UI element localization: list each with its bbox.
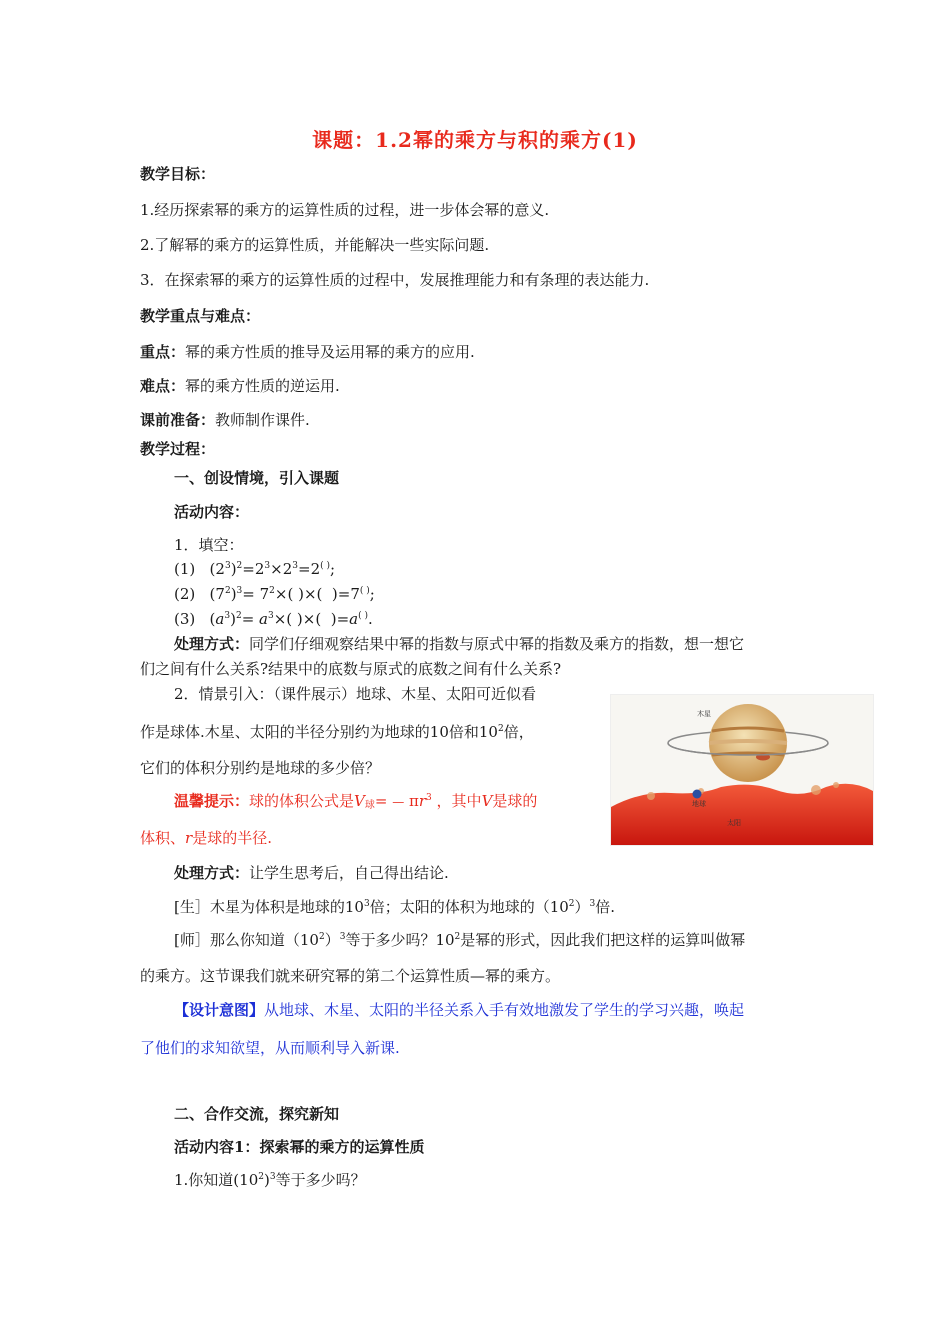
earth-shape (693, 790, 702, 799)
planets-illustration (611, 695, 873, 845)
preparation-text: 教师制作课件. (215, 411, 310, 429)
page-title: 课题：1.2幂的乘方与积的乘方(1) (312, 128, 638, 152)
design-line-1 (174, 1000, 744, 1020)
tip-text-b: ，其中 (436, 792, 482, 810)
scene-line-2-text: 作是球体.木星、太阳的半径分别约为地球的10倍和10 (140, 723, 498, 741)
section2-activity-label: 活动内容1：探索幂的乘方的运算性质 (174, 1138, 425, 1156)
student-text-c: ） (574, 898, 590, 916)
scene-line-1: 2．情景引入：（课件展示）地球、木星、太阳可近似看 (174, 685, 537, 703)
handling-text-2: 们之间有什么关系?结果中的底数与原式的底数之间有什么关系? (140, 660, 562, 678)
fill-item-2: (2) $(7^2)^3= 7^2\times$( )×( )=7( ); (174, 585, 375, 603)
teacher-line-2: 的乘方。这节课我们就来研究幂的第二个运算性质—幂的乘方。 (140, 967, 561, 985)
q1-text-c: 等于多少吗？ (275, 1171, 366, 1189)
q1-text-b: ) (264, 1171, 270, 1189)
tip-text-c: 是球的 (492, 792, 538, 810)
section1-heading: 一、创设情境，引入课题 (174, 469, 340, 487)
handling2-line (174, 863, 449, 883)
difficulty-text: 幂的乘方性质的逆运用. (185, 377, 340, 395)
focus-label: 重点： (140, 343, 186, 361)
jupiter-label: 木星 (697, 710, 711, 718)
student-text-d: 倍. (595, 898, 616, 916)
tip-text-2a: 体积、 (140, 829, 186, 847)
design-label: 【设计意图】 (174, 1001, 265, 1019)
tip-line-1: 温馨提示：球的体积公式是$V_球=$ — $\pi r^3$ ，其中V是球的 (174, 792, 538, 811)
design-line-2: 了他们的求知欲望，从而顺利导入新课. (140, 1039, 400, 1057)
objective-item-1: 1.经历探索幂的乘方的运算性质的过程，进一步体会幂的意义. (140, 201, 550, 219)
scene-line-2: 作是球体.木星、太阳的半径分别约为地球的10倍和$10^2$倍， (140, 723, 534, 741)
tip-label: 温馨提示： (174, 792, 250, 810)
key-points-heading: 教学重点与难点： (140, 307, 261, 325)
scene-line-2-end: 倍， (503, 723, 534, 741)
tip-line-2: 体积、r是球的半径. (140, 829, 272, 847)
sun-label: 太阳 (727, 819, 741, 827)
section2-question-1: 1.你知道$(10^2)^3$等于多少吗？ (174, 1171, 366, 1189)
preparation-line (140, 410, 310, 430)
earth-label: 地球 (692, 800, 706, 808)
process-heading: 教学过程： (140, 440, 216, 458)
teacher-line-1: [师］那么你知道$(10^2)^3$等于多少吗？$10^2$是幂的形式，因此我们把这样的运算叫做幂 (174, 931, 746, 949)
tip-text-a: 球的体积公式是 (249, 792, 355, 810)
difficulty-line (140, 376, 340, 396)
student-text-a: [生］木星为体积是地球的10 (174, 898, 364, 916)
handling-label: 处理方式： (174, 635, 250, 653)
student-text-b: 倍；太阳的体积为地球的（10 (369, 898, 569, 916)
section1-activity-label: 活动内容： (174, 503, 250, 521)
focus-text: 幂的乘方性质的推导及运用幂的乘方的应用. (185, 343, 475, 361)
fill-item-1: (1) $(2^3)^2=2^3\times 2^3=2^{( )}$; (174, 560, 336, 578)
teacher-text-b: ） (324, 931, 340, 949)
handling-line-1 (174, 634, 744, 654)
objectives-heading: 教学目标： (140, 165, 216, 183)
q1-text-a: 1.你知道(10 (174, 1171, 259, 1189)
planets-figure (610, 694, 874, 846)
difficulty-label: 难点： (140, 377, 186, 395)
objective-item-2: 2.了解幂的乘方的运算性质，并能解决一些实际问题. (140, 236, 490, 254)
objective-item-3: 3．在探索幂的乘方的运算性质的过程中，发展推理能力和有条理的表达能力. (140, 271, 650, 289)
section2-heading: 二、合作交流，探究新知 (174, 1105, 340, 1123)
fill-label: 1．填空： (174, 536, 244, 554)
tip-text-2b: 是球的半径. (192, 829, 272, 847)
design-text-1: 从地球、木星、太阳的半径关系入手有效地激发了学生的学习兴趣，唤起 (264, 1001, 745, 1019)
focus-line (140, 342, 475, 362)
student-line: [生］木星为体积是地球的$10^3$倍；太阳的体积为地球的$(10^2)^3$倍. (174, 898, 616, 916)
preparation-label: 课前准备： (140, 411, 216, 429)
scene-line-3: 它们的体积分别约是地球的多少倍？ (140, 759, 381, 777)
handling2-text: 让学生思考后，自己得出结论. (249, 864, 449, 882)
handling-text-1: 同学们仔细观察结果中幂的指数与原式中幂的指数及乘方的指数，想一想它 (249, 635, 745, 653)
teacher-text-c: 等于多少吗？10 (345, 931, 455, 949)
handling2-label: 处理方式： (174, 864, 250, 882)
teacher-text-d: 是幂的形式，因此我们把这样的运算叫做幂 (460, 931, 746, 949)
fill-item-3: (3) $(a^3)^2= a^3\times$( )×( )=a( ). (174, 610, 373, 628)
teacher-text-a: [师］那么你知道（10 (174, 931, 319, 949)
